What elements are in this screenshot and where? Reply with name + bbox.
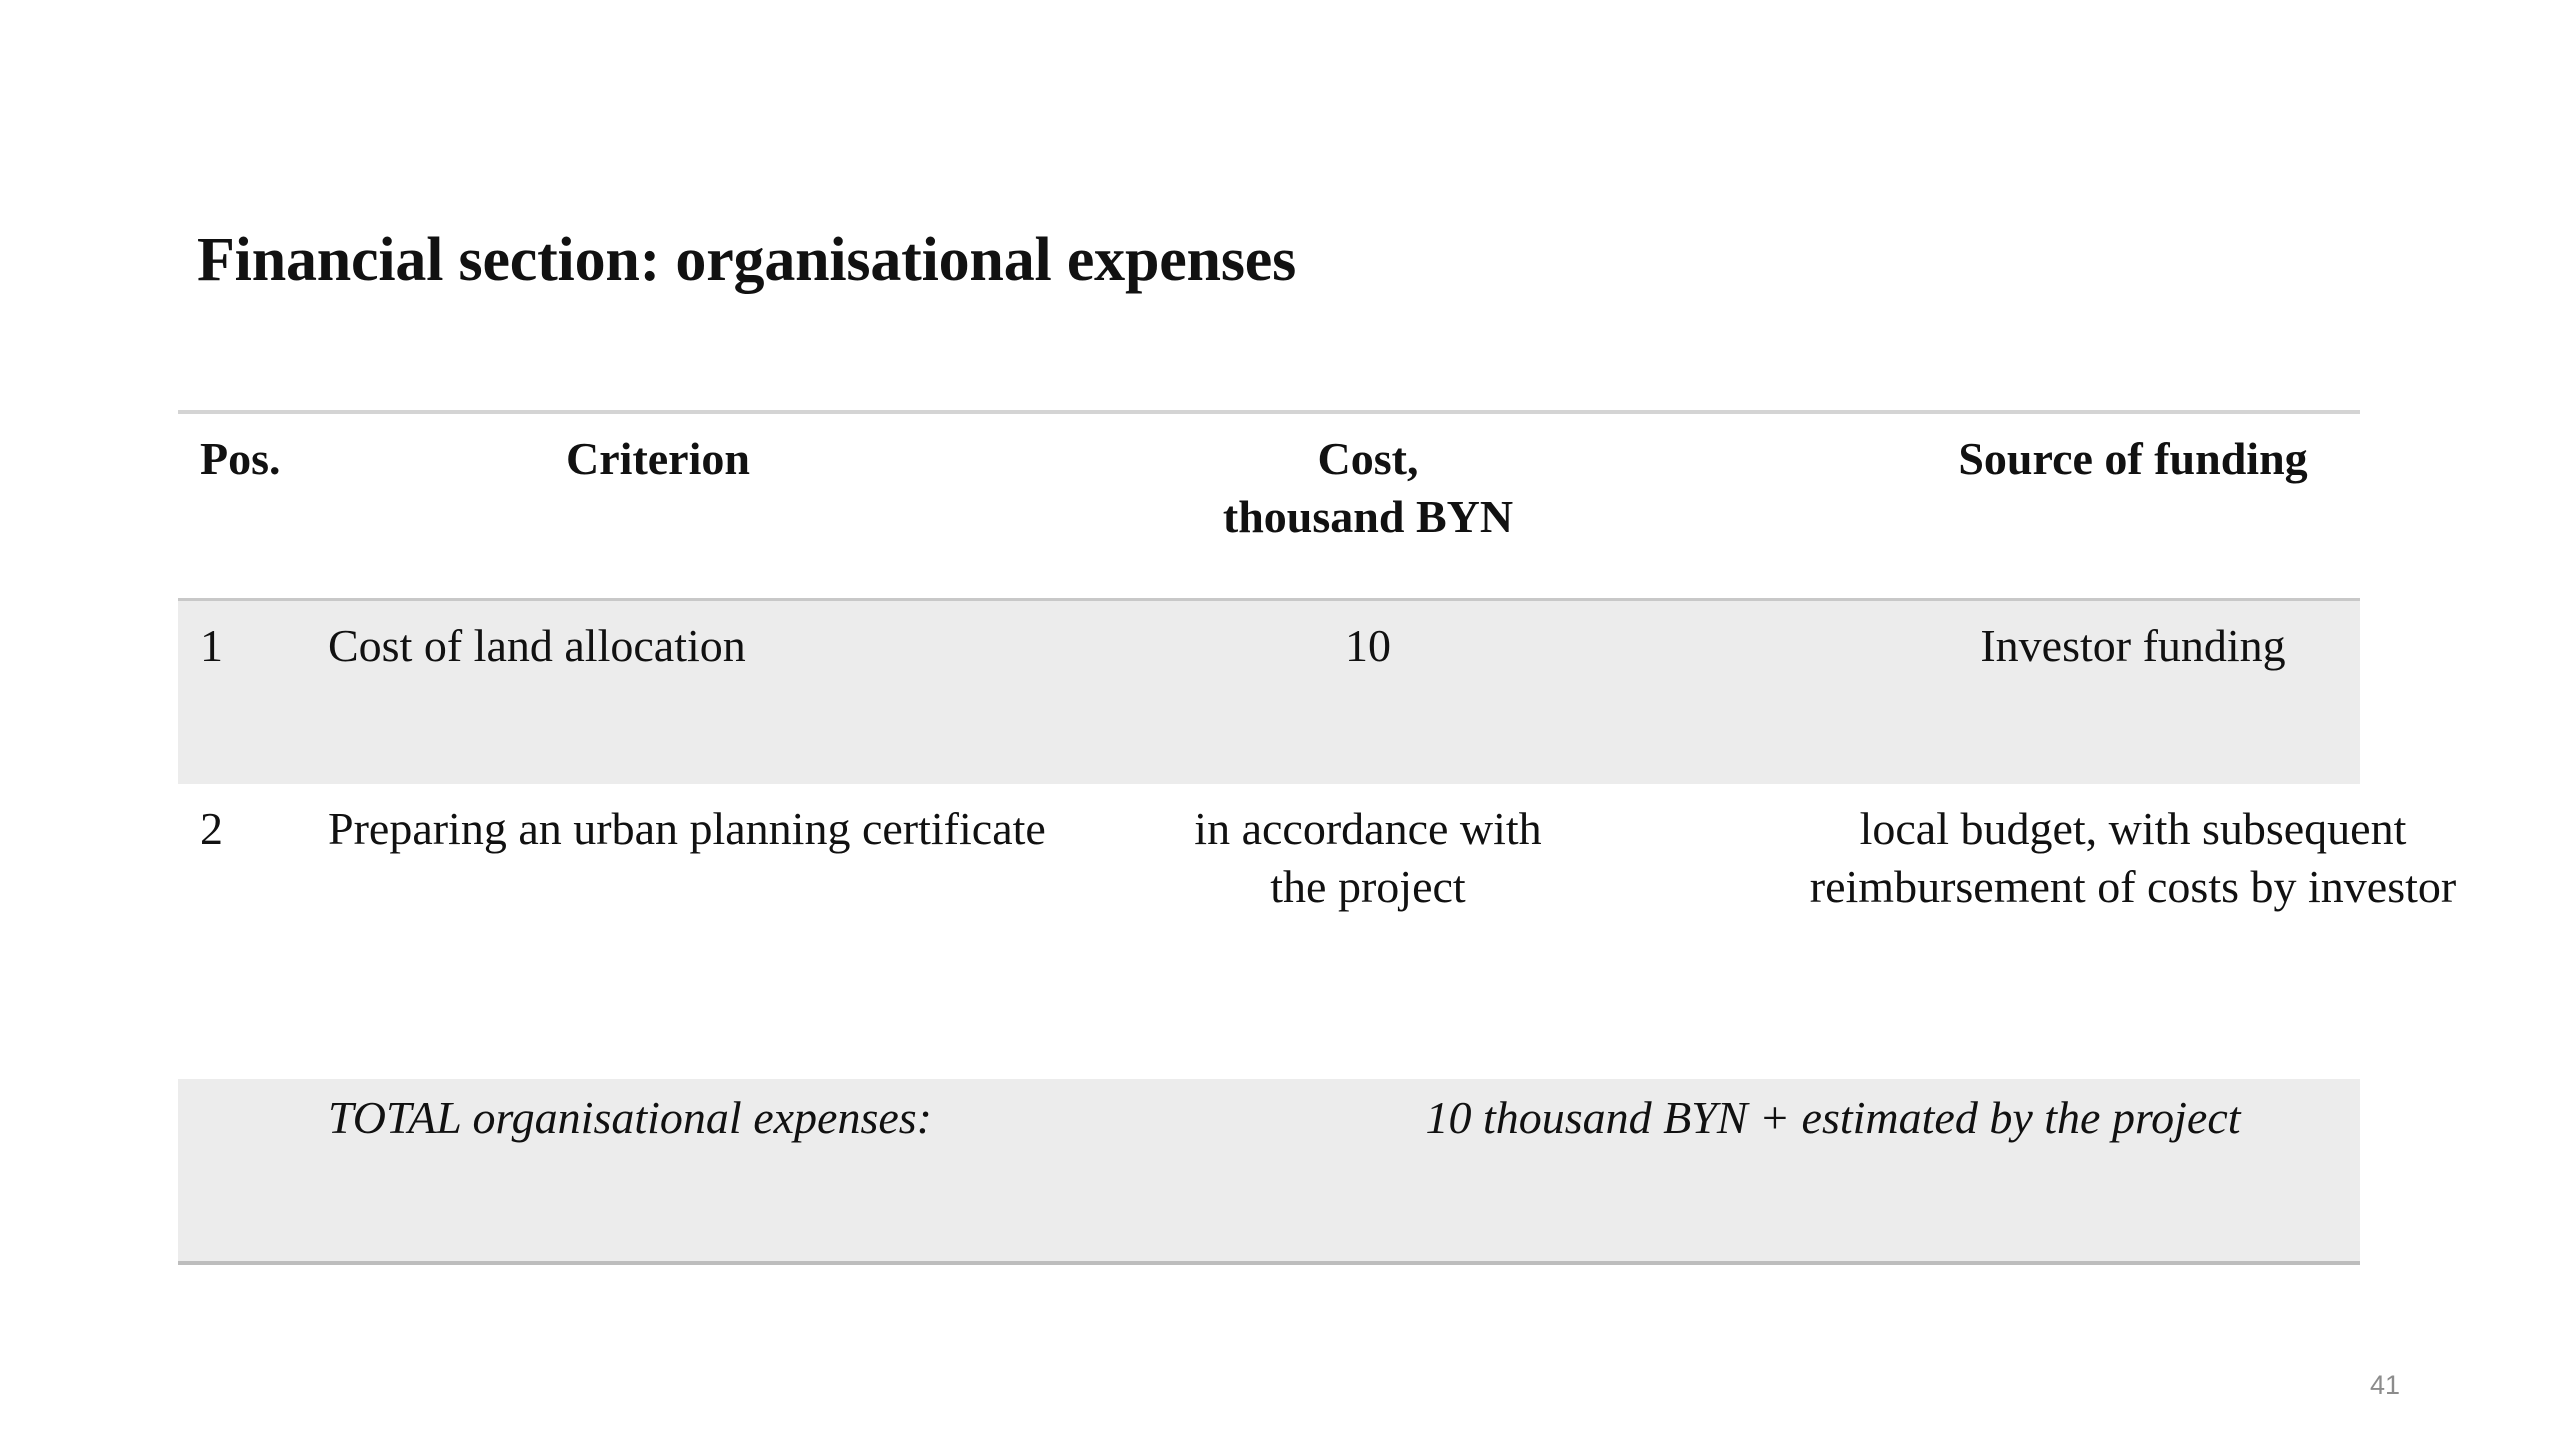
- row-cost: [1118, 800, 1618, 916]
- row-pos: 2: [200, 803, 223, 854]
- table-row: [178, 784, 2457, 1079]
- row-source-line2: reimbursement of costs by investor: [1809, 861, 2457, 912]
- row-criterion: Cost of land allocation: [328, 620, 746, 671]
- table-header-row: [178, 414, 2360, 601]
- row-cost: [1118, 617, 1618, 675]
- total-value: 10 thousand BYN + estimated by the project: [1425, 1092, 2241, 1143]
- header-cost-line2: thousand BYN: [1222, 491, 1514, 542]
- row-cost-line1: 10: [1345, 620, 1391, 671]
- header-pos: Pos.: [200, 433, 281, 484]
- total-label: TOTAL organisational expenses:: [328, 1092, 932, 1143]
- expenses-table: [178, 410, 2457, 1265]
- table-total-row: [178, 1079, 2360, 1261]
- header-source: Source of funding: [1958, 433, 2308, 484]
- row-cost-line1: in accordance with: [1194, 803, 1542, 854]
- page-number: 41: [2369, 1370, 2400, 1400]
- row-source: [1558, 800, 2560, 916]
- row-criterion: Preparing an urban planning certificate: [328, 803, 1046, 854]
- row-cost-line2: the project: [1270, 861, 1466, 912]
- table-row: [178, 601, 2360, 784]
- row-source-line1: Investor funding: [1980, 620, 2286, 671]
- row-source: [1558, 617, 2560, 675]
- header-criterion: Criterion: [566, 433, 750, 484]
- header-cost-line1: Cost,: [1317, 433, 1419, 484]
- slide-title: Financial section: organisational expenses: [197, 226, 1297, 294]
- header-cost: [1118, 430, 1618, 546]
- row-pos: 1: [200, 620, 223, 671]
- row-source-line1: local budget, with subsequent: [1859, 803, 2407, 854]
